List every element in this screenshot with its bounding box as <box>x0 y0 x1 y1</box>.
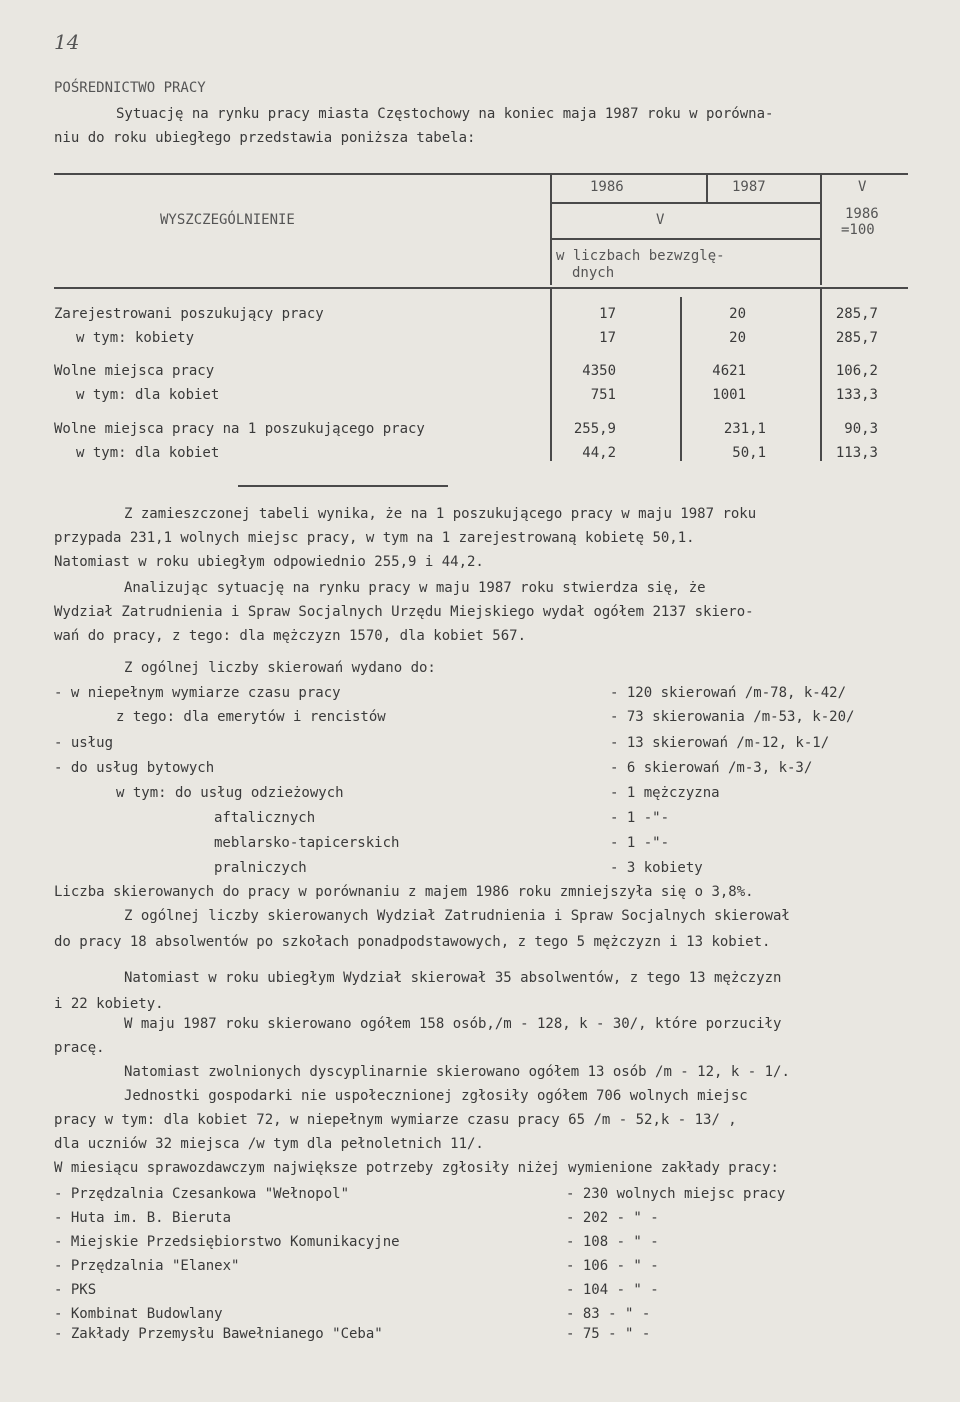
table-cell-index: 106,2 <box>835 363 878 379</box>
table-cell-index: 285,7 <box>835 330 878 346</box>
plant-value: - 83 - " - <box>566 1306 651 1322</box>
plant-name: - Miejskie Przedsiębiorstwo Komunikacyjne <box>54 1234 400 1250</box>
referral-value: - 73 skierowania /m-53, k-20/ <box>610 709 855 725</box>
table-row-label: w tym: dla kobiet <box>76 387 220 403</box>
para1-line-2: przypada 231,1 wolnych miejsc pracy, w tym na 1 zarejestrowaną kobietę 50,1. <box>54 530 695 546</box>
table-cell-index: 113,3 <box>835 445 878 461</box>
table-cell-index: 285,7 <box>835 306 878 322</box>
table-abs-label-1: w liczbach bezwzglę- <box>556 248 725 264</box>
table-vrule-1 <box>550 173 552 285</box>
table-cell-1987: 50,1 <box>732 445 766 461</box>
para6-line-5: W miesiącu sprawozdawczym największe potrzeby zgłosiły niżej wymienione zakłady pracy: <box>54 1160 779 1176</box>
table-cell-1986: 17 <box>599 330 616 346</box>
plant-name: - PKS <box>54 1282 97 1298</box>
table-cell-1987: 20 <box>729 330 746 346</box>
page-number: 14 <box>54 30 80 54</box>
table-index-label-2: =100 <box>841 222 875 238</box>
para1-line-1: Z zamieszczonej tabeli wynika, że na 1 poszukującego pracy w maju 1987 roku <box>124 506 757 522</box>
table-header-rule-1 <box>552 202 820 204</box>
para3-line-2: Z ogólnej liczby skierowanych Wydział Zatrudnienia i Spraw Socjalnych skierował <box>124 908 790 924</box>
referral-value: - 1 -"- <box>610 810 670 826</box>
referral-label: pralniczych <box>214 860 307 876</box>
para2-line-3: wań do pracy, z tego: dla mężczyzn 1570, dla kobiet 567. <box>54 628 527 644</box>
table-cell-index: 90,3 <box>844 421 878 437</box>
table-vrule-2 <box>820 173 822 285</box>
referral-value: - 3 kobiety <box>610 860 703 876</box>
para5-line-2: pracę. <box>54 1040 105 1056</box>
para6-line-2: Jednostki gospodarki nie uspołecznionej zgłosiły ogółem 706 wolnych miejsc <box>124 1088 748 1104</box>
table-top-rule <box>54 173 908 175</box>
table-year-1986: 1986 <box>590 179 624 195</box>
table-cell-1987: 231,1 <box>723 421 766 437</box>
table-abs-label-2: dnych <box>572 265 615 281</box>
table-cell-1987: 4621 <box>712 363 746 379</box>
table-cell-1986: 751 <box>590 387 616 403</box>
table-cell-1987: 20 <box>729 306 746 322</box>
referral-label: w tym: do usług odzieżowych <box>116 785 344 801</box>
table-header-rule-2 <box>552 238 820 240</box>
table-year-1987: 1987 <box>732 179 766 195</box>
plant-value: - 230 wolnych miejsc pracy <box>566 1186 786 1202</box>
table-row-label: w tym: dla kobiet <box>76 445 220 461</box>
para2-line-2: Wydział Zatrudnienia i Spraw Socjalnych Urzędu Miejskiego wydał ogółem 2137 skiero- <box>54 604 754 620</box>
intro-line-2: niu do roku ubiegłego przedstawia poniższa tabela: <box>54 130 476 146</box>
referral-value: - 1 mężczyzna <box>610 785 720 801</box>
plant-name: - Huta im. B. Bieruta <box>54 1210 232 1226</box>
table-cell-1986: 17 <box>599 306 616 322</box>
plant-value: - 104 - " - <box>566 1282 659 1298</box>
para3-line-1: Liczba skierowanych do pracy w porównaniu z majem 1986 roku zmniejszyła się o 3,8%. <box>54 884 754 900</box>
referral-label: z tego: dla emerytów i rencistów <box>116 709 386 725</box>
para1-line-3: Natomiast w roku ubiegłym odpowiednio 255,9 i 44,2. <box>54 554 484 570</box>
table-cell-1986: 255,9 <box>573 421 616 437</box>
plant-name: - Przędzalnia "Elanex" <box>54 1258 240 1274</box>
referral-value: - 120 skierowań /m-78, k-42/ <box>610 685 847 701</box>
table-row-label: Wolne miejsca pracy na 1 poszukującego pracy <box>54 421 425 437</box>
table-v-top: V <box>858 179 867 195</box>
referrals-intro: Z ogólnej liczby skierowań wydano do: <box>124 660 436 676</box>
para6-line-4: dla uczniów 32 miejsca /w tym dla pełnoletnich 11/. <box>54 1136 484 1152</box>
table-col-label: WYSZCZEGÓLNIENIE <box>160 212 295 228</box>
intro-line-1: Sytuację na rynku pracy miasta Częstochowy na koniec maja 1987 roku w porówna- <box>116 106 774 122</box>
referral-value: - 6 skierowań /m-3, k-3/ <box>610 760 813 776</box>
para5-line-1: W maju 1987 roku skierowano ogółem 158 osób,/m - 128, k - 30/, które porzuciły <box>124 1016 782 1032</box>
table-cell-index: 133,3 <box>835 387 878 403</box>
referral-label: - w niepełnym wymiarze czasu pracy <box>54 685 341 701</box>
para6-line-1: Natomiast zwolnionych dyscyplinarnie skierowano ogółem 13 osób /m - 12, k - 1/. <box>124 1064 790 1080</box>
table-cell-1987: 1001 <box>712 387 746 403</box>
referral-label: - usług <box>54 735 114 751</box>
table-header-bottom-rule <box>54 287 908 289</box>
referral-label: meblarsko-tapicerskich <box>214 835 400 851</box>
referral-label: - do usług bytowych <box>54 760 215 776</box>
plant-value: - 75 - " - <box>566 1326 651 1342</box>
plant-name: - Zakłady Przemysłu Bawełnianego "Ceba" <box>54 1326 383 1342</box>
referral-value: - 1 -"- <box>610 835 670 851</box>
para3-line-3: do pracy 18 absolwentów po szkołach ponadpodstawowych, z tego 5 mężczyzn i 13 kobiet. <box>54 934 771 950</box>
para4-line-2: i 22 kobiety. <box>54 996 164 1012</box>
referral-value: - 13 skierowań /m-12, k-1/ <box>610 735 830 751</box>
plant-name: - Przędzalnia Czesankowa "Wełnopol" <box>54 1186 350 1202</box>
section-heading: POŚREDNICTWO PRACY <box>54 80 206 96</box>
table-footer-rule <box>238 485 448 487</box>
table-row-label: w tym: kobiety <box>76 330 195 346</box>
para2-line-1: Analizując sytuację na rynku pracy w maju 1987 roku stwierdza się, że <box>124 580 706 596</box>
table-row-label: Wolne miejsca pracy <box>54 363 215 379</box>
para6-line-3: pracy w tym: dla kobiet 72, w niepełnym wymiarze czasu pracy 65 /m - 52,k - 13/ , <box>54 1112 737 1128</box>
table-index-label-1: 1986 <box>845 206 879 222</box>
table-cell-1986: 44,2 <box>582 445 616 461</box>
plant-value: - 108 - " - <box>566 1234 659 1250</box>
table-cell-1986: 4350 <box>582 363 616 379</box>
plant-value: - 106 - " - <box>566 1258 659 1274</box>
plant-value: - 202 - " - <box>566 1210 659 1226</box>
referral-label: aftalicznych <box>214 810 316 826</box>
table-body-vrule-2 <box>680 297 682 461</box>
table-row-label: Zarejestrowani poszukujący pracy <box>54 306 324 322</box>
para4-line-1: Natomiast w roku ubiegłym Wydział skierował 35 absolwentów, z tego 13 mężczyzn <box>124 970 782 986</box>
plant-name: - Kombinat Budowlany <box>54 1306 223 1322</box>
table-vrule-3 <box>706 173 708 203</box>
table-body-vrule-1 <box>550 289 552 461</box>
table-v-mid: V <box>656 212 665 228</box>
